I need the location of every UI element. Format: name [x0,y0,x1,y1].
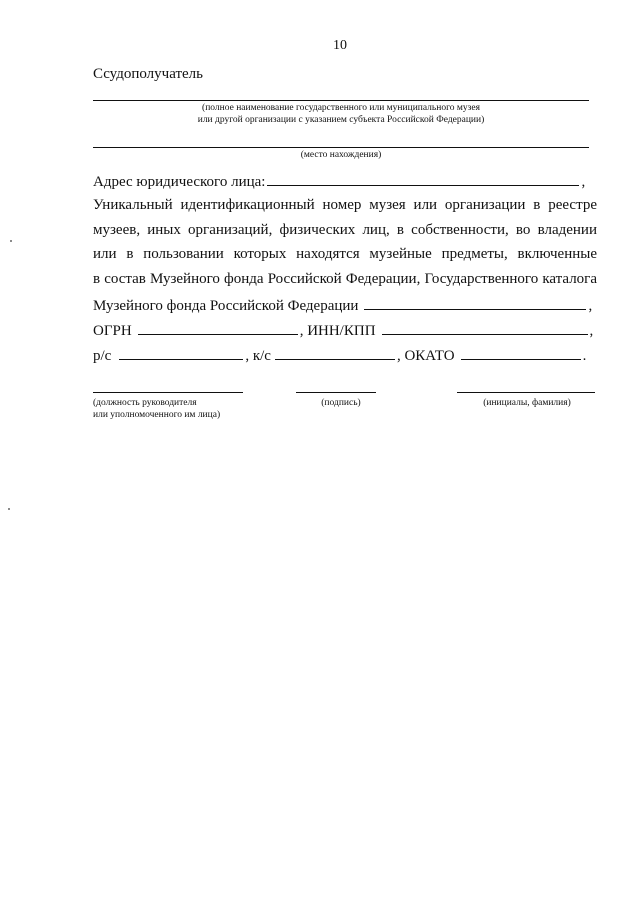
registry-line-5-text: Музейного фонда Российской Федерации [93,298,359,314]
registry-line-2: музеев, иных организаций, физических лиц, в собственности, во владении [93,222,597,238]
position-signature-line[interactable] [93,392,243,393]
scan-speck [8,508,10,510]
scan-speck [10,240,12,242]
signature-line[interactable] [296,392,376,393]
org-caption-line1: (полное наименование государственного или муниципального музея [202,103,480,113]
ogrn-comma: , [299,323,304,339]
okato-label: ОКАТО [404,348,455,364]
ks-comma: , [396,348,401,364]
rs-field[interactable] [119,346,243,360]
page-number: 10 [333,38,347,53]
registry-line-5 [93,296,597,315]
accounts-row [93,346,597,365]
name-caption: (инициалы, фамилия) [483,398,571,408]
inn-kpp-comma: , [589,323,594,339]
location-line[interactable] [93,147,589,148]
legal-address-row [93,172,597,191]
ogrn-label: ОГРН [93,323,132,339]
registry-number-field[interactable] [364,296,586,310]
org-name-line[interactable] [93,100,589,101]
org-name-caption [93,103,589,126]
rs-comma: , [245,348,250,364]
name-signature-line[interactable] [457,392,595,393]
rs-label: р/с [93,348,112,364]
okato-field[interactable] [461,346,581,360]
section-heading: Ссудополучатель [93,66,204,82]
position-caption-line1: (должность руководителя [93,398,197,408]
registry-line-1: Уникальный идентификационный номер музея или организации в реестре [93,197,597,213]
ks-label: к/с [252,348,271,364]
position-caption-line2: или уполномоченного им лица) [93,410,221,420]
legal-address-comma: , [581,174,586,190]
location-caption: (место нахождения) [300,150,382,160]
registry-comma: , [588,298,593,314]
registry-line-3: или в пользовании которых находятся музейные предметы, включенные [93,246,597,262]
registry-line-4: в состав Музейного фонда Российской Федерации, Государственного каталога [93,271,597,287]
ogrn-inn-row [93,321,597,340]
ks-field[interactable] [275,346,395,360]
signature-caption: (подпись) [321,398,361,408]
ogrn-field[interactable] [138,321,298,335]
org-caption-line2: или другой организации с указанием субъекта Российской Федерации) [197,114,485,125]
inn-kpp-label: ИНН/КПП [307,323,376,339]
legal-address-field[interactable] [267,172,579,186]
okato-period: . [582,348,587,364]
inn-kpp-field[interactable] [382,321,588,335]
legal-address-label: Адрес юридического лица: [93,174,266,190]
position-caption [93,397,263,421]
